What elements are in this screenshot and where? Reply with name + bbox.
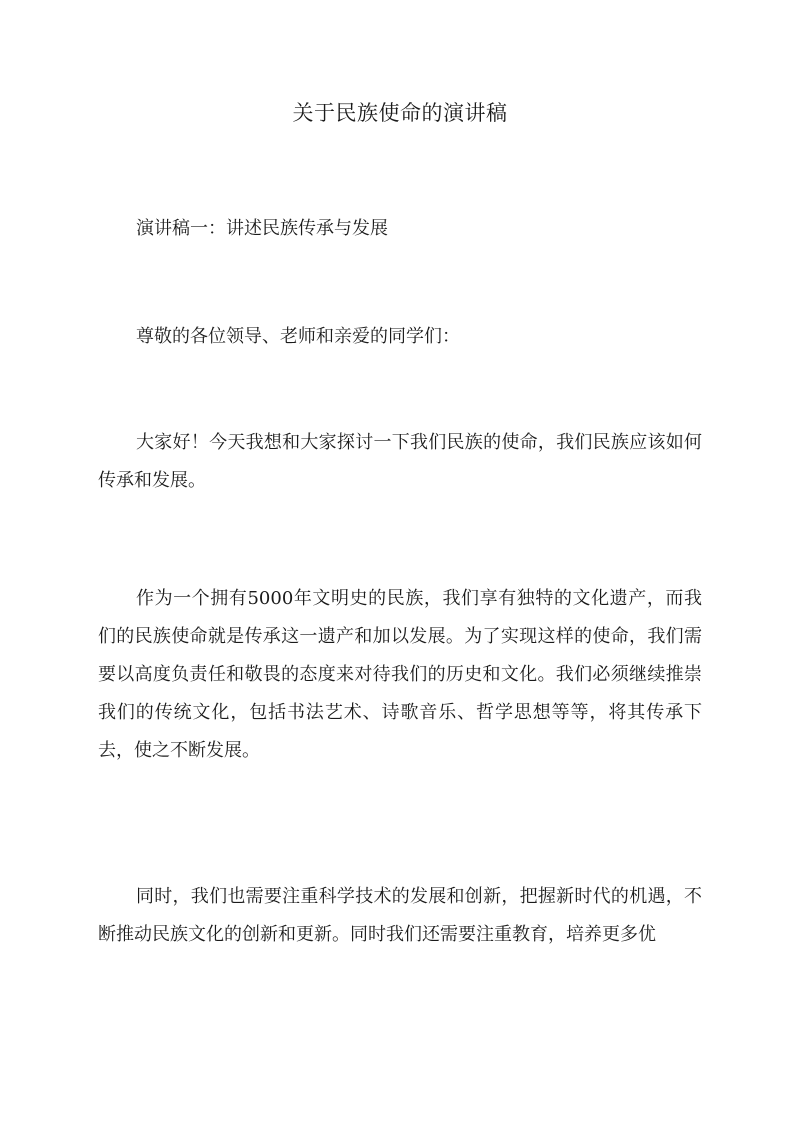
section-heading: 演讲稿一：讲述民族传承与发展	[136, 218, 388, 239]
salutation-paragraph: 尊敬的各位领导、老师和亲爱的同学们：	[136, 326, 460, 347]
body-paragraph-innovation: 同时，我们也需要注重科学技术的发展和创新，把握新时代的机遇，不断推动民族文化的创新和更新。同时我们还需要注重教育，培养更多优	[98, 886, 702, 945]
body-paragraph-heritage: 作为一个拥有5000年文明史的民族，我们享有独特的文化遗产，而我们的民族使命就是传承这一遗产和加以发展。为了实现这样的使命，我们需要以高度负责任和敬畏的态度来对待我们的历史和文化。我们必须继续推崇我们的传统文化，包括书法艺术、诗歌音乐、哲学思想等等，将其传承下去，使之不断发展。	[98, 588, 702, 761]
greeting-paragraph: 大家好！今天我想和大家探讨一下我们民族的使命，我们民族应该如何传承和发展。	[98, 432, 702, 491]
document-title: 关于民族使命的演讲稿	[292, 101, 508, 125]
